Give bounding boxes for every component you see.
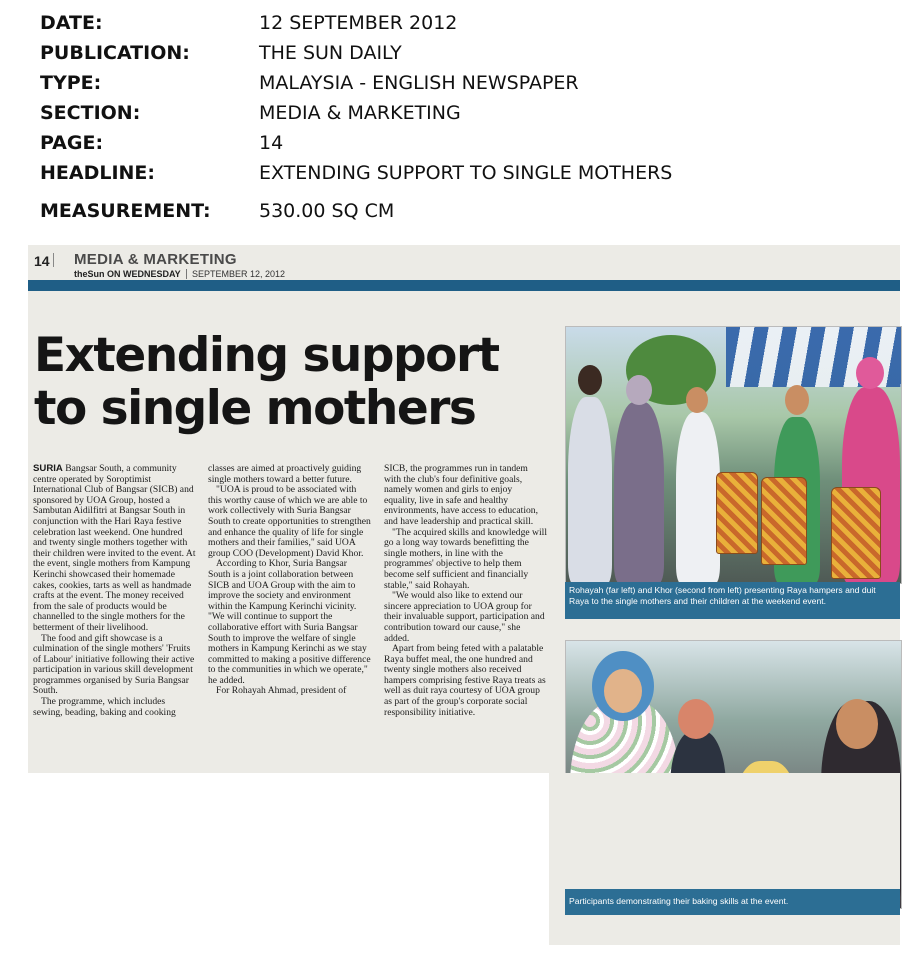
photo-person-head <box>686 387 708 413</box>
newspaper-clipping <box>28 245 900 773</box>
metadata-key: HEADLINE: <box>40 162 156 184</box>
page-number: 14 <box>34 253 50 269</box>
metadata-value: MALAYSIA - ENGLISH NEWSPAPER <box>259 72 579 94</box>
photo-person <box>614 402 664 583</box>
headline-line: to single mothers <box>34 381 476 436</box>
photo-person <box>676 412 720 583</box>
article-paragraph: For Rohayah Ahmad, president of <box>216 685 347 697</box>
metadata-value: THE SUN DAILY <box>259 42 402 64</box>
article-paragraph: "The acquired skills and knowledge will go a long way towards benefitting the single mothers, in line with the programmes' objective to help them become self sufficient and financially stable," said Rohayah. <box>384 526 547 591</box>
photo-caption: Rohayah (far left) and Khor (second from left) presenting Raya hampers and duit Raya to the single mothers and their children at the weekend event. <box>565 582 900 619</box>
metadata-key: PAGE: <box>40 132 104 154</box>
article-column-3 <box>384 464 547 718</box>
photo-hamper <box>716 472 758 554</box>
metadata-value: 12 SEPTEMBER 2012 <box>259 12 458 34</box>
photo-caption: Participants demonstrating their baking skills at the event. <box>565 889 900 915</box>
metadata-key: PUBLICATION: <box>40 42 190 64</box>
dateline: SEPTEMBER 12, 2012 <box>186 269 285 279</box>
clipping-photo-extension <box>549 773 900 945</box>
paragraph-text: Bangsar South, a community centre operated by Soroptimist International Club of Bangsar (SICB) and sponsored by UOA Group, hosted a Sambutan Aidilfitri at Bangsar South in conjunction with the Hari Raya festive celebration last weekend. One hundred and twenty single mothers together with their children were invited to the event. At the event, single mothers from Kampung Kerinchi showcased their homemade cakes, cookies, tarts as well as handmade crafts at the event. The money received from the sale of products would be channelled to the single mothers for the betterment of their livelihood. <box>33 463 196 633</box>
article-paragraph <box>33 464 196 634</box>
section-rule <box>28 280 900 291</box>
photo-person <box>568 397 612 583</box>
photo-person-head <box>626 375 652 405</box>
article-headline <box>34 329 554 435</box>
photo-hamper <box>761 477 807 565</box>
section-label: MEDIA & MARKETING <box>74 251 237 268</box>
article-paragraph: The food and gift showcase is a culmination of the single mothers' 'Fruits of Labour' initiative following their active participation in various skill development programmes organised by Suria Bangsar South. <box>33 632 195 697</box>
photo-hamper <box>831 487 881 579</box>
photo-person-head <box>678 699 714 739</box>
article-paragraph: "UOA is proud to be associated with this worthy cause of which we are able to work collectively with Suria Bangsar South to create opportunities to strengthen and enhance the quality of life for single mothers and their families," said UOA group COO (Development) David Khor. <box>208 484 371 559</box>
photo-person-head <box>836 699 878 749</box>
metadata-value: EXTENDING SUPPORT TO SINGLE MOTHERS <box>259 162 673 184</box>
metadata-value: 530.00 SQ CM <box>259 200 395 222</box>
metadata-value: 14 <box>259 132 284 154</box>
article-paragraph: classes are aimed at proactively guiding single mothers toward a better future. <box>208 463 362 485</box>
article-column-1 <box>33 464 196 718</box>
article-paragraph: According to Khor, Suria Bangsar South is a joint collaboration between SICB and UOA Group with the aim to improve the society and environment within the Kampung Kerinchi vicinity. "We will continue to support the collaborative effort with Suria Bangsar South to improve the welfare of single mothers in Kampung Kerinchi as we stay committed to making a positive difference to the communities in which we operate," he added. <box>208 558 371 686</box>
metadata-key: DATE: <box>40 12 103 34</box>
lead-word: SURIA <box>33 463 63 474</box>
paper-name: theSun ON WEDNESDAY <box>74 269 181 279</box>
article-paragraph: The programme, which includes sewing, beading, baking and cooking <box>33 696 176 718</box>
page-number-divider <box>53 253 54 267</box>
photo-person-head <box>856 357 884 389</box>
headline-line: Extending support <box>34 328 499 383</box>
metadata-key: TYPE: <box>40 72 102 94</box>
metadata-value: MEDIA & MARKETING <box>259 102 461 124</box>
metadata-key: SECTION: <box>40 102 141 124</box>
photo-hamper-presentation <box>565 326 902 584</box>
article-column-2 <box>208 464 371 697</box>
metadata-key: MEASUREMENT: <box>40 200 211 222</box>
article-paragraph: "We would also like to extend our sincere appreciation to UOA group for their invaluable support, participation and contribution toward our cause," she added. <box>384 590 545 644</box>
article-paragraph: Apart from being feted with a palatable Raya buffet meal, the one hundred and twenty single mothers also received hampers comprising festive Raya treats as well as duit raya courtesy of UOA group as part of the group's corporate social responsibility initiative. <box>384 643 546 718</box>
article-paragraph: SICB, the programmes run in tandem with the club's four definitive goals, namely women and girls to enjoy equality, live in safe and healthy environments, have access to education, and have leadership and practical skill. <box>384 463 538 527</box>
photo-person-head <box>578 365 602 395</box>
photo-person-head <box>785 385 809 415</box>
photo-person-face <box>604 669 642 713</box>
